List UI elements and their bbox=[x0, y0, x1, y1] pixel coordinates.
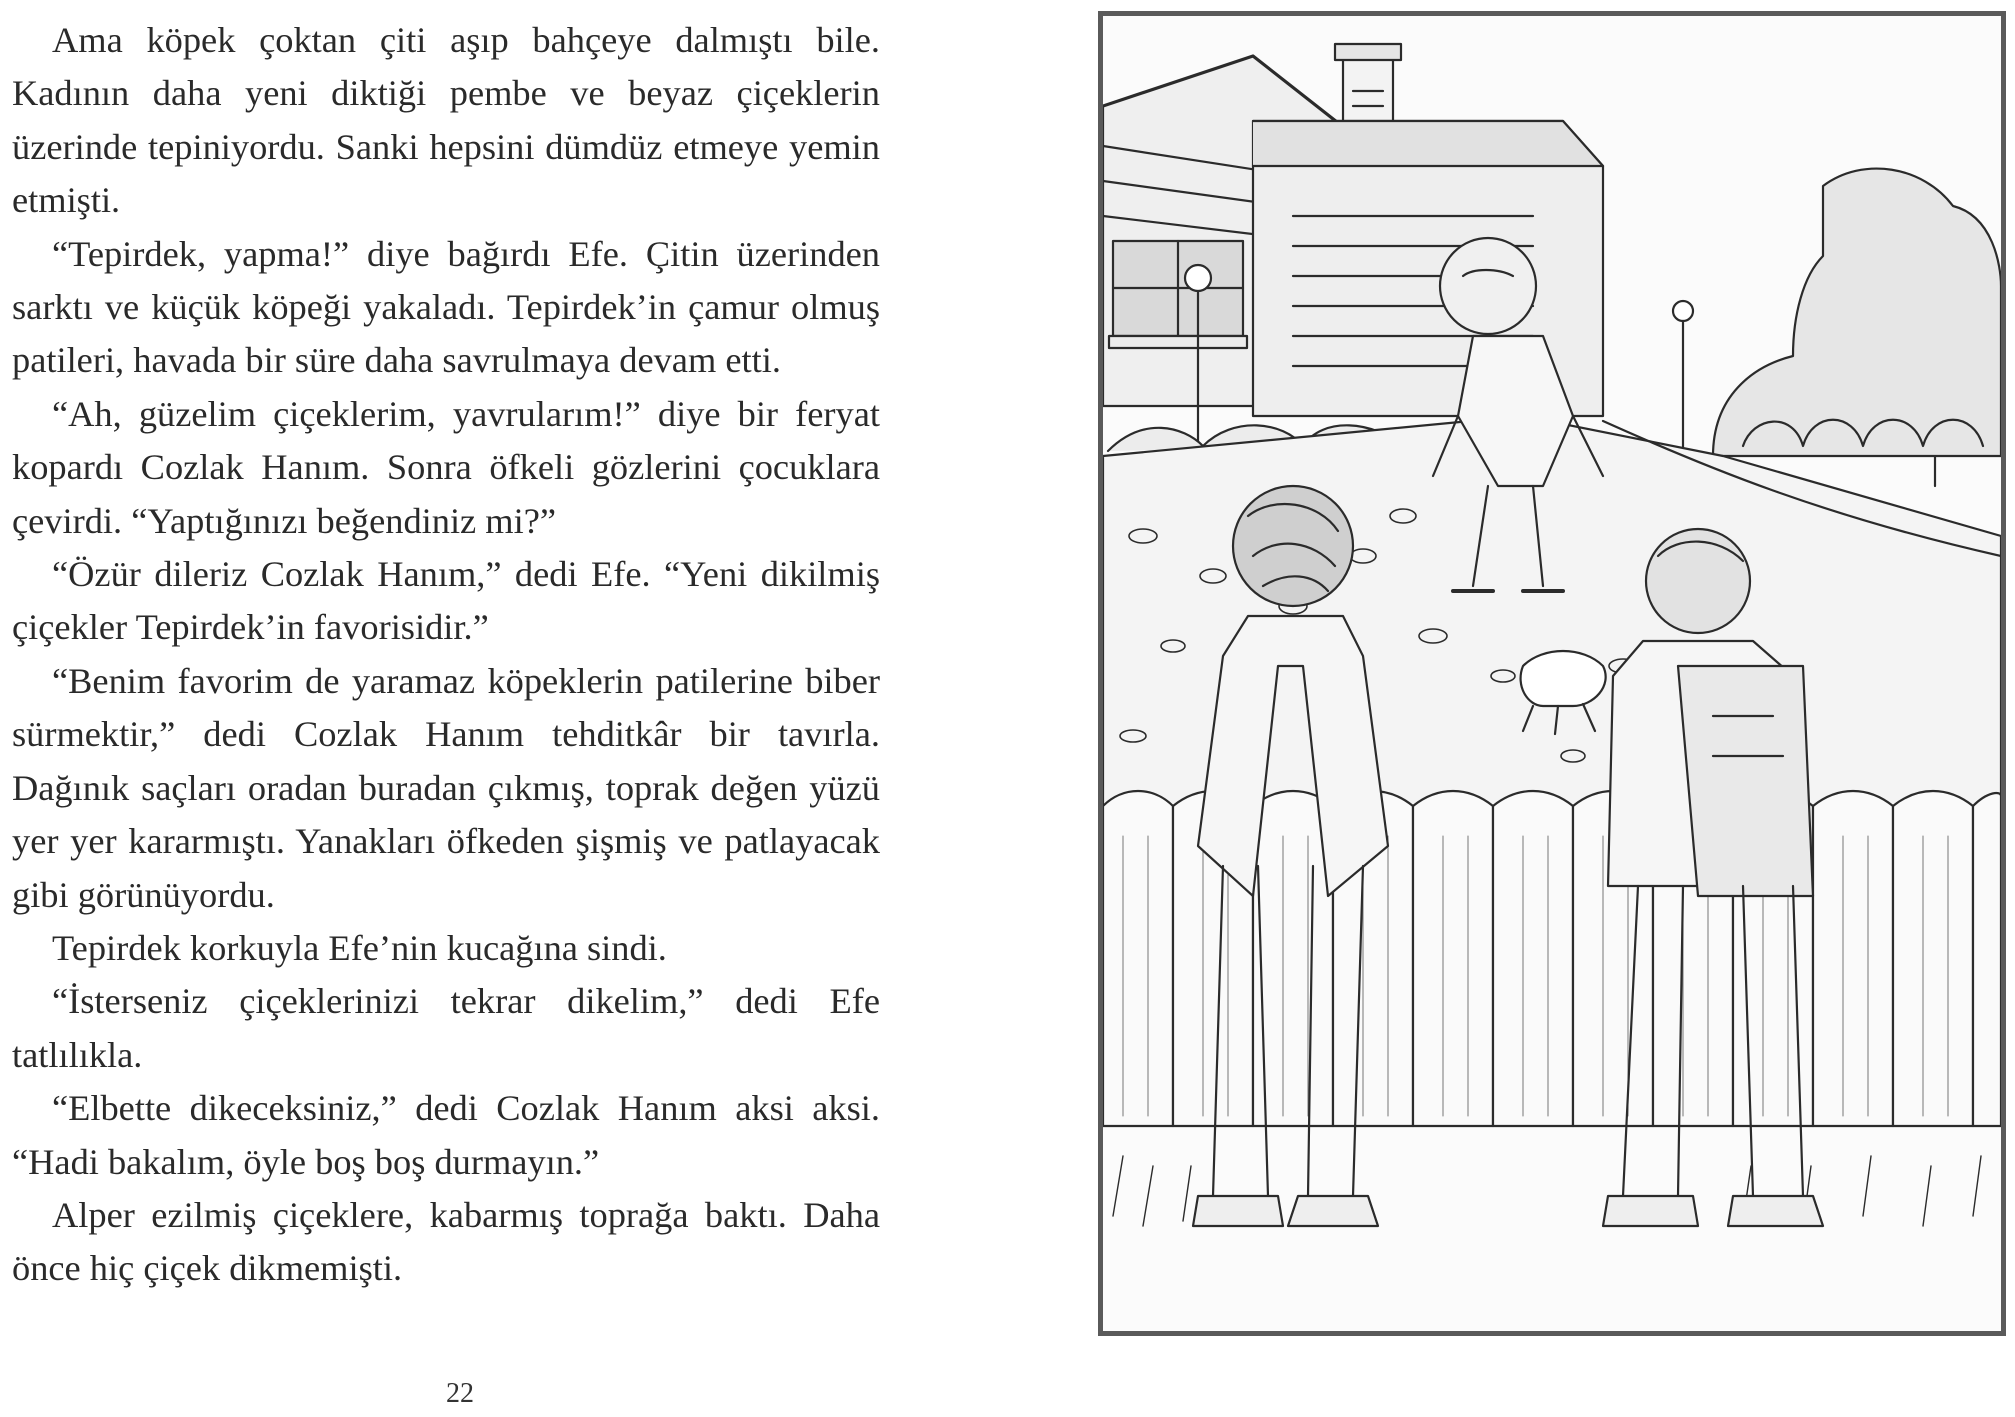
page-number: 22 bbox=[446, 1378, 474, 1409]
paragraph: Tepirdek korkuyla Efe’nin kucağına sindi. bbox=[52, 927, 667, 968]
paragraph: “İsterseniz çiçeklerinizi tekrar dikelim,” dedi Efe tatlılıkla. bbox=[12, 981, 880, 1075]
illustration-garden-scene bbox=[1098, 11, 2006, 1336]
garden-scene-drawing bbox=[1103, 16, 2001, 1331]
paragraph: Ama köpek çoktan çiti aşıp bahçeye dalmıştı bile. Kadının daha yeni diktiği pembe ve beyaz çiçeklerin üzerinde tepiniyordu. Sanki hepsini dümdüz etmeye yemin etmişti. bbox=[12, 20, 880, 221]
paragraph: “Elbette dikeceksiniz,” dedi Cozlak Hanım aksi aksi. “Hadi bakalım, öyle boş boş durmayın.” bbox=[12, 1088, 880, 1182]
paragraph: Alper ezilmiş çiçeklere, kabarmış toprağa baktı. Daha önce hiç çiçek dikmemişti. bbox=[12, 1194, 880, 1289]
story-text bbox=[12, 14, 880, 1296]
paragraph: “Tepirdek, yapma!” diye bağırdı Efe. Çitin üzerinden sarktı ve küçük köpeği yakaladı. Tepirdek’in çamur olmuş patileri, havada bir süre daha savrulmaya devam etti. bbox=[12, 233, 880, 381]
paragraph: “Benim favorim de yaramaz köpeklerin patilerine biber sürmektir,” dedi Cozlak Hanım tehditkâr bir tavırla. Dağınık saçları oradan buradan çıkmış, toprak değen yüzü yer yer kararmıştı. Yanakları öfkeden şişmiş ve patlayacak gibi görünüyordu. bbox=[12, 660, 880, 915]
paragraph: “Ah, güzelim çiçeklerim, yavrularım!” diye bir feryat kopardı Cozlak Hanım. Sonra öfkeli gözlerini çocuklara çevirdi. “Yaptığınızı beğendiniz mi?” bbox=[12, 393, 880, 541]
paragraph: “Özür dileriz Cozlak Hanım,” dedi Efe. “Yeni dikilmiş çiçekler Tepirdek’in favorisidir.” bbox=[12, 554, 880, 648]
